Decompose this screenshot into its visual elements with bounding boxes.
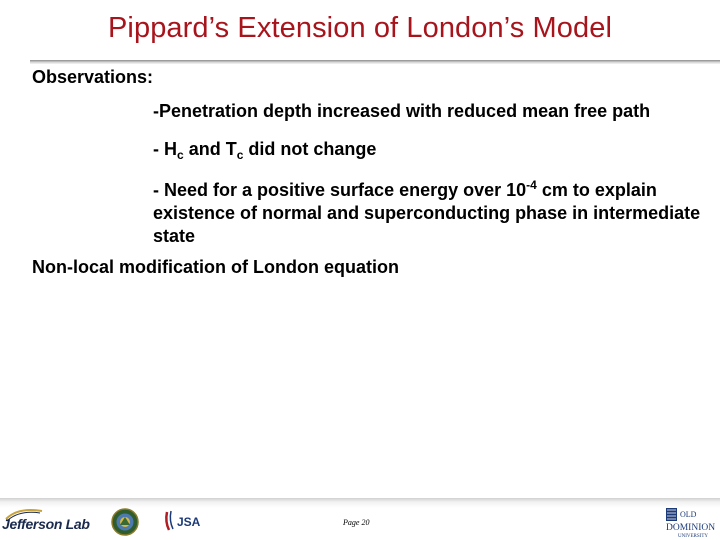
- odu-logo-text-bottom: UNIVERSITY: [678, 534, 708, 539]
- bullet-penetration-depth: [153, 100, 650, 123]
- odu-logo-text-mid: DOMINION: [666, 523, 716, 533]
- observations-heading: Observations:: [32, 67, 154, 87]
- bullet-text-prefix: - H: [153, 139, 177, 159]
- bullet-hc-tc: [153, 138, 376, 167]
- bullet-text-suffix: did not change: [243, 139, 377, 159]
- bullet-surface-energy: [153, 174, 719, 248]
- doe-seal-icon: [111, 508, 139, 536]
- slide-title: Pippard’s Extension of London’s Model: [107, 12, 613, 44]
- page-number: Page 20: [343, 518, 370, 527]
- jsa-logo-icon: [163, 508, 205, 534]
- jefferson-lab-logo: Jefferson Lab: [2, 516, 90, 532]
- subscript-c: c: [236, 148, 244, 162]
- jsa-logo-text: JSA: [177, 515, 201, 529]
- bullet-text-suffix: cm to explain existence of normal and superconducting phase in intermediate state: [153, 180, 701, 246]
- odu-logo-icon: [664, 506, 716, 540]
- bullet-text-mid: and T: [183, 139, 237, 159]
- subscript-c: c: [177, 148, 184, 162]
- title-divider: [30, 60, 720, 64]
- odu-logo-text-top: OLD: [680, 510, 697, 519]
- superscript-exponent: -4: [526, 178, 537, 192]
- bullet-text: -Penetration depth increased with reduced mean free path: [153, 101, 651, 121]
- nonlocal-heading: Non-local modification of London equation: [32, 257, 399, 277]
- bullet-text-prefix: - Need for a positive surface energy over 10: [153, 180, 527, 200]
